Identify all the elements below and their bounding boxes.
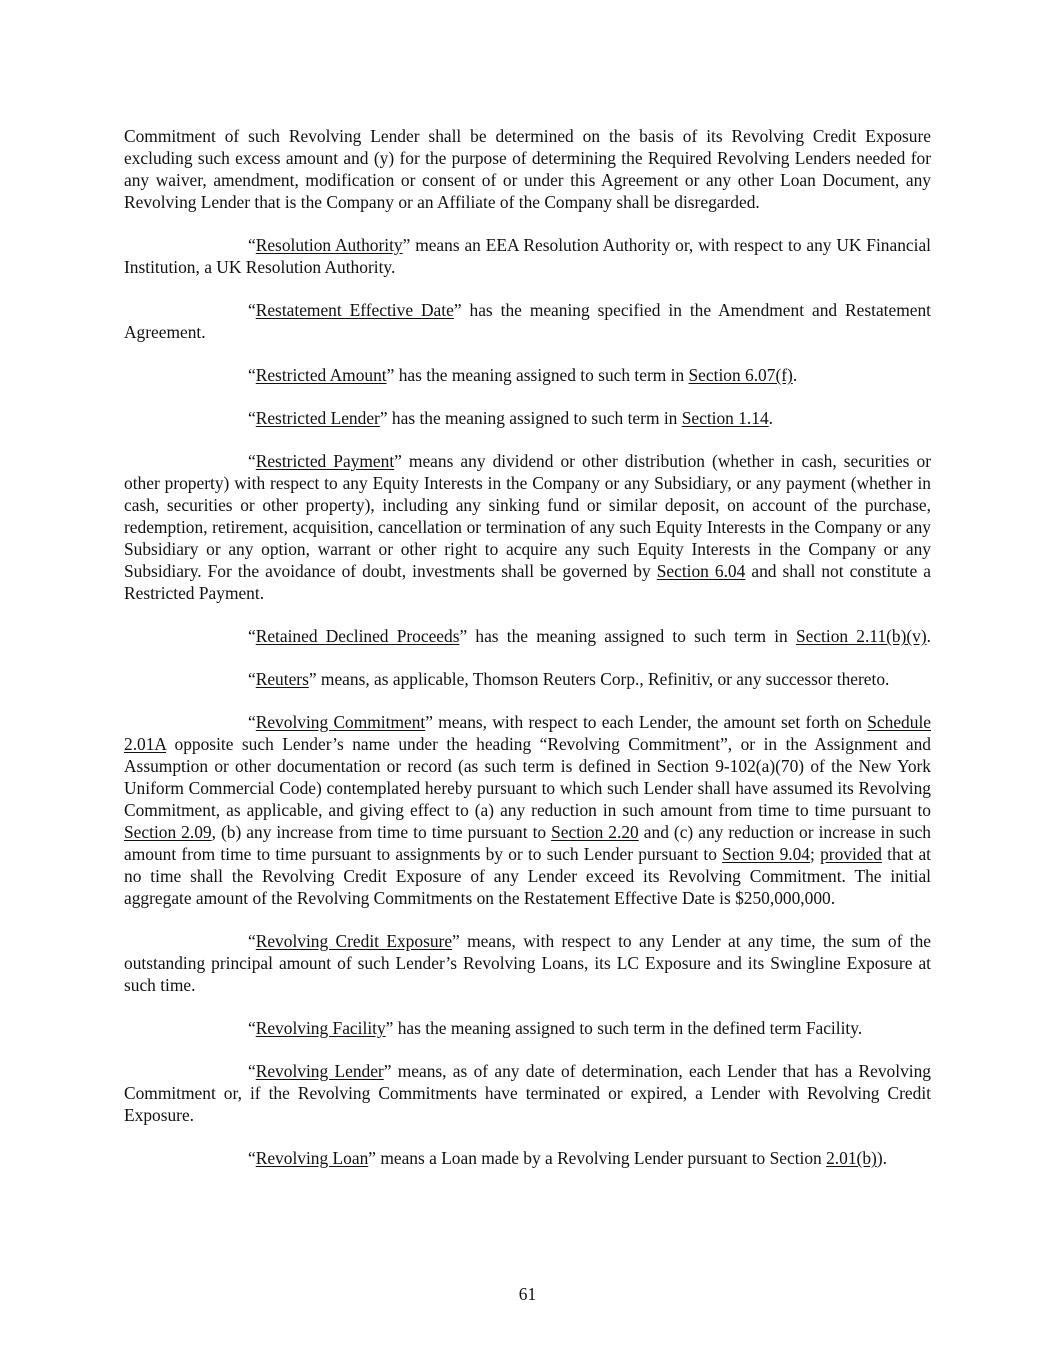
definition-text: ” has the meaning assigned to such term in (379, 408, 682, 428)
open-quote: “ (248, 408, 256, 428)
definition-restricted-lender (124, 407, 931, 429)
defined-term: Reuters (255, 669, 309, 689)
paragraph-text: Commitment of such Revolving Lender shall be determined on the basis of its Revolving Credit Exposure excluding such excess amount and (y) for the purpose of determining the Required Revolving Lenders needed for any waiver, amendment, modification or consent of or under this Agreement or any other Loan Document, any Revolving Lender that is the Company or an Affiliate of the Company shall be disregarded. (124, 126, 931, 212)
open-quote: “ (248, 1148, 256, 1168)
open-quote: “ (248, 451, 256, 471)
definition-restricted-payment (124, 450, 931, 604)
document-page (124, 125, 931, 1190)
definition-text: ” means a Loan made by a Revolving Lender pursuant to Section (368, 1148, 827, 1168)
definition-text: opposite such Lender’s name under the heading “Revolving Commitment”, or in the Assignment and Assumption or other documentation or record (as such term is defined in Section 9-102(a)(70) of the New York Uniform Commercial Code) contemplated hereby pursuant to which such Lender shall have assumed its Revolving Commitment, as applicable, and giving effect to (a) any reduction in such amount from time to time pursuant to (124, 734, 931, 820)
section-reference: Section 6.07(f) (688, 365, 793, 385)
section-reference: Section 6.04 (656, 561, 746, 581)
definition-text: and (c) any reduction or increase in such amount from time to time pursuant to assignments by or to such Lender pursuant to (124, 822, 931, 864)
definition-text: ” has the meaning specified in the Amendment and Restatement Agreement. (124, 300, 931, 342)
definition-reuters (124, 668, 931, 690)
definition-end: . (768, 408, 774, 428)
defined-term: Restricted Lender (255, 408, 380, 428)
proviso-term: provided (820, 844, 882, 864)
paragraph-continuation (124, 125, 931, 213)
section-reference: 2.01(b) (826, 1148, 877, 1168)
definition-revolving-commitment (124, 711, 931, 909)
open-quote: “ (248, 365, 256, 385)
definition-text: ” means an EEA Resolution Authority or, with respect to any UK Financial Institution, a UK Resolution Authority. (124, 235, 931, 277)
defined-term: Revolving Loan (255, 1148, 369, 1168)
defined-term: Restatement Effective Date (255, 300, 454, 320)
section-reference: Section 2.20 (551, 822, 639, 842)
defined-term: Revolving Credit Exposure (255, 931, 453, 951)
section-reference: Section 2.11(b)(v) (795, 626, 927, 646)
definition-text: ” means, with respect to each Lender, the amount set forth on (425, 712, 868, 732)
defined-term: Retained Declined Proceeds (255, 626, 460, 646)
definition-revolving-facility (124, 1017, 931, 1039)
definition-text: ; (810, 844, 821, 864)
definition-text: ” means, as of any date of determination, each Lender that has a Revolving Commitment or, if the Revolving Commitments have terminated or expired, a Lender with Revolving Credit Exposure. (124, 1061, 931, 1125)
open-quote: “ (248, 1018, 256, 1038)
definition-text: ” has the meaning assigned to such term in (459, 626, 796, 646)
defined-term: Resolution Authority (255, 235, 403, 255)
definition-text: ” means, as applicable, Thomson Reuters Corp., Refinitiv, or any successor thereto. (308, 669, 890, 689)
schedule-reference: Schedule 2.01A (124, 712, 931, 754)
defined-term: Restricted Payment (255, 451, 395, 471)
defined-term: Revolving Facility (255, 1018, 386, 1038)
definition-text: , (b) any increase from time to time pursuant to (211, 822, 552, 842)
definition-revolving-lender (124, 1060, 931, 1126)
open-quote: “ (248, 300, 256, 320)
open-quote: “ (248, 931, 256, 951)
definition-retained-declined-proceeds (124, 625, 931, 647)
open-quote: “ (248, 235, 256, 255)
definition-end: . (926, 626, 931, 646)
definition-text: ” has the meaning assigned to such term in (386, 365, 689, 385)
defined-term: Revolving Lender (255, 1061, 384, 1081)
open-quote: “ (248, 669, 256, 689)
defined-term: Restricted Amount (255, 365, 387, 385)
definition-end: ). (876, 1148, 887, 1168)
open-quote: “ (248, 712, 256, 732)
section-reference: Section 9.04 (722, 844, 811, 864)
open-quote: “ (248, 1061, 256, 1081)
definition-restricted-amount (124, 364, 931, 386)
definition-end: . (792, 365, 798, 385)
definition-end: and shall not constitute a Restricted Payment. (124, 561, 931, 603)
page-number: 61 (518, 1284, 537, 1304)
section-reference: Section 2.09 (124, 822, 212, 842)
section-reference: Section 1.14 (681, 408, 769, 428)
definition-text: ” has the meaning assigned to such term in the defined term Facility. (385, 1018, 863, 1038)
definition-revolving-loan (124, 1147, 931, 1169)
definition-revolving-credit-exposure (124, 930, 931, 996)
open-quote: “ (248, 626, 256, 646)
defined-term: Revolving Commitment (255, 712, 426, 732)
definition-text: that at no time shall the Revolving Credit Exposure of any Lender exceed its Revolving Commitment. The initial aggregate amount of the Revolving Commitments on the Restatement Effective Date is $250,000,000. (124, 844, 932, 908)
definition-text: ” means any dividend or other distribution (whether in cash, securities or other property) with respect to any Equity Interests in the Company or any Subsidiary, or any payment (whether in cash, securities or other property), including any sinking fund or similar deposit, on account of the purchase, redemption, retirement, acquisition, cancellation or termination of any such Equity Interests in the Company or any Subsidiary or any option, warrant or other right to acquire any such Equity Interests in the Company or any Subsidiary. For the avoidance of doubt, investments shall be governed by (124, 451, 931, 581)
definition-resolution-authority (124, 234, 931, 278)
definition-text: ” means, with respect to any Lender at any time, the sum of the outstanding principal amount of such Lender’s Revolving Loans, its LC Exposure and its Swingline Exposure at such time. (124, 931, 931, 995)
definition-restatement-effective-date (124, 299, 931, 343)
